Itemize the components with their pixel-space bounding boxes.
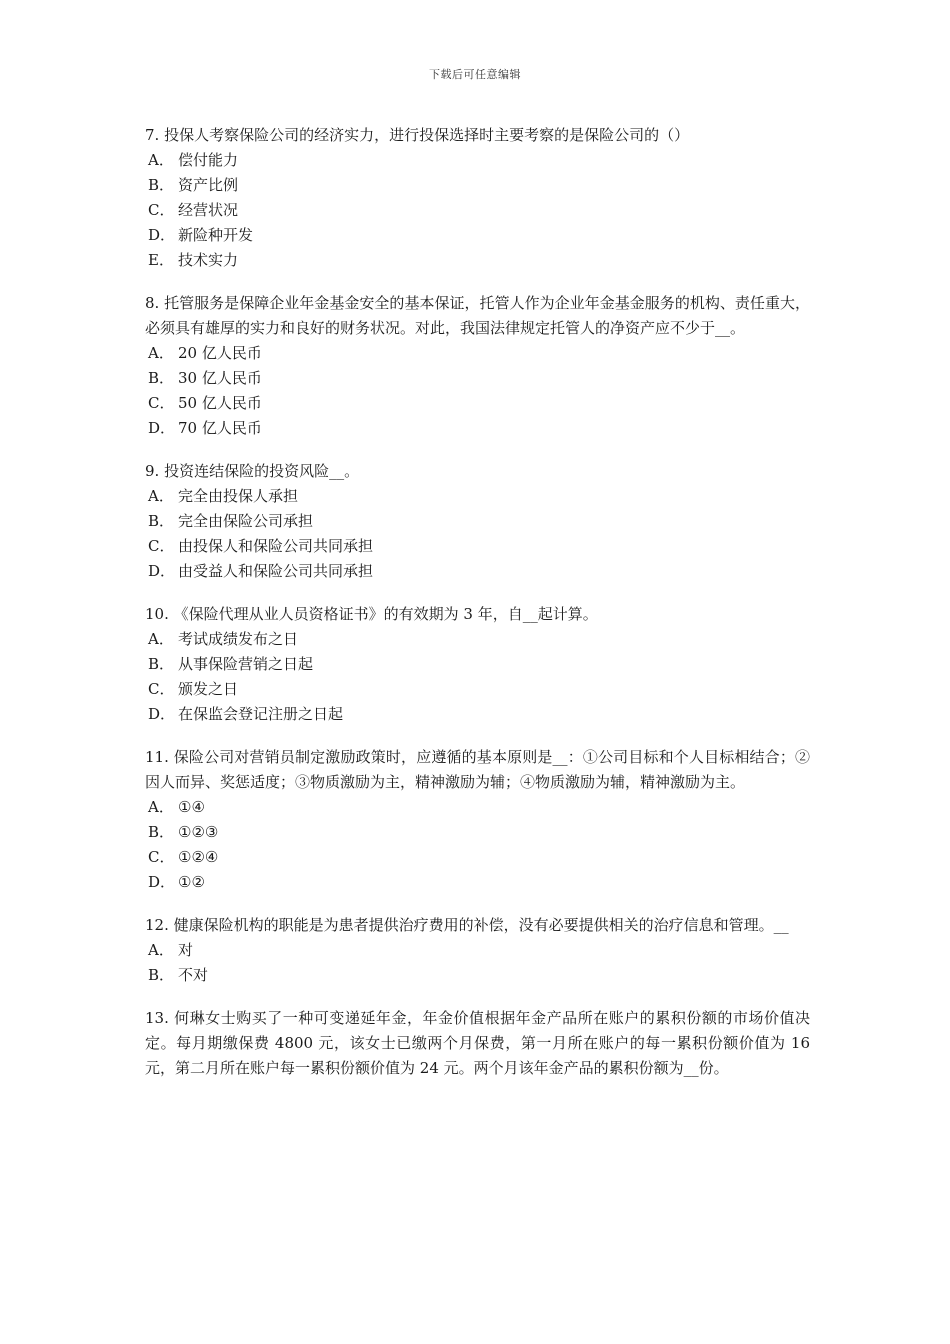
option-d: [145, 702, 810, 727]
option-letter: B．: [148, 369, 175, 387]
option-a: [145, 795, 810, 820]
option-letter: B．: [148, 966, 175, 984]
question-stem: 12. 健康保险机构的职能是为患者提供治疗费用的补偿，没有必要提供相关的治疗信息和管理。__: [145, 916, 789, 934]
option-b: [145, 652, 810, 677]
option-text: 30 亿人民币: [178, 369, 262, 387]
option-a: [145, 484, 810, 509]
option-text: 新险种开发: [178, 226, 254, 244]
question-stem: 13. 何琳女士购买了一种可变递延年金，年金价值根据年金产品所在账户的累积份额的市场价值决定。每月期缴保费 4800 元，该女士已缴两个月保费，第一月所在账户的每一累积份额价值为 16 元，第二月所在账户每一累积份额价值为 24 元。两个月该年金产品的累积份额为__份。: [145, 1009, 810, 1077]
question-list: [145, 123, 810, 1099]
option-text: 经营状况: [178, 201, 239, 219]
option-text: 由投保人和保险公司共同承担: [178, 537, 374, 555]
option-text: ①②: [178, 873, 205, 891]
option-letter: D．: [148, 873, 176, 891]
option-text: 考试成绩发布之日: [178, 630, 299, 648]
option-c: [145, 845, 810, 870]
option-list: [145, 148, 810, 273]
option-b: [145, 820, 810, 845]
question-10: [145, 602, 810, 727]
question-stem: 8. 托管服务是保障企业年金基金安全的基本保证，托管人作为企业年金基金服务的机构、责任重大，必须具有雄厚的实力和良好的财务状况。对此，我国法律规定托管人的净资产应不少于__。: [145, 294, 810, 337]
option-text: ①②④: [178, 848, 219, 866]
option-letter: A．: [148, 487, 174, 505]
option-text: 偿付能力: [178, 151, 239, 169]
question-12: [145, 913, 810, 988]
option-c: [145, 391, 810, 416]
option-a: [145, 938, 810, 963]
option-text: 由受益人和保险公司共同承担: [178, 562, 374, 580]
option-text: 完全由保险公司承担: [178, 512, 314, 530]
option-text: 从事保险营销之日起: [178, 655, 314, 673]
question-13: [145, 1006, 810, 1081]
question-stem: 7. 投保人考察保险公司的经济实力，进行投保选择时主要考察的是保险公司的（）: [145, 126, 690, 144]
question-stem: 11. 保险公司对营销员制定激励政策时，应遵循的基本原则是__：①公司目标和个人目标相结合；②因人而异、奖惩适度；③物质激励为主，精神激励为辅；④物质激励为辅，精神激励为主。: [145, 748, 810, 791]
option-e: [145, 248, 810, 273]
option-text: 在保监会登记注册之日起: [178, 705, 344, 723]
option-letter: B．: [148, 823, 175, 841]
option-letter: B．: [148, 655, 175, 673]
option-letter: C．: [148, 848, 175, 866]
option-letter: A．: [148, 941, 174, 959]
option-b: [145, 963, 810, 988]
option-list: [145, 341, 810, 441]
option-letter: A．: [148, 798, 174, 816]
option-c: [145, 677, 810, 702]
question-stem: 10. 《保险代理从业人员资格证书》的有效期为 3 年，自__起计算。: [145, 605, 598, 623]
option-text: 技术实力: [178, 251, 239, 269]
option-letter: B．: [148, 512, 175, 530]
option-letter: A．: [148, 630, 174, 648]
option-text: 70 亿人民币: [178, 419, 262, 437]
option-text: 资产比例: [178, 176, 239, 194]
option-letter: C．: [148, 537, 175, 555]
option-list: [145, 938, 810, 988]
option-letter: A．: [148, 344, 174, 362]
option-text: 50 亿人民币: [178, 394, 262, 412]
option-text: 不对: [178, 966, 209, 984]
option-list: [145, 484, 810, 584]
question-stem: 9. 投资连结保险的投资风险__。: [145, 462, 360, 480]
option-letter: D．: [148, 226, 176, 244]
option-b: [145, 173, 810, 198]
option-text: 完全由投保人承担: [178, 487, 299, 505]
option-letter: D．: [148, 705, 176, 723]
option-letter: E．: [148, 251, 174, 269]
option-b: [145, 509, 810, 534]
option-text: ①②③: [178, 823, 219, 841]
option-letter: D．: [148, 419, 176, 437]
question-7: [145, 123, 810, 273]
option-d: [145, 870, 810, 895]
option-c: [145, 534, 810, 559]
option-letter: C．: [148, 394, 175, 412]
option-d: [145, 416, 810, 441]
option-letter: D．: [148, 562, 176, 580]
question-8: [145, 291, 810, 441]
option-a: [145, 341, 810, 366]
option-letter: B．: [148, 176, 175, 194]
option-list: [145, 627, 810, 727]
option-a: [145, 627, 810, 652]
option-letter: A．: [148, 151, 174, 169]
option-d: [145, 559, 810, 584]
option-d: [145, 223, 810, 248]
question-11: [145, 745, 810, 895]
option-letter: C．: [148, 201, 175, 219]
option-text: ①④: [178, 798, 205, 816]
option-b: [145, 366, 810, 391]
option-c: [145, 198, 810, 223]
option-list: [145, 795, 810, 895]
question-9: [145, 459, 810, 584]
option-text: 颁发之日: [178, 680, 239, 698]
option-a: [145, 148, 810, 173]
header-note: 下载后可任意编辑: [429, 68, 521, 81]
option-text: 对: [178, 941, 194, 959]
option-text: 20 亿人民币: [178, 344, 262, 362]
option-letter: C．: [148, 680, 175, 698]
